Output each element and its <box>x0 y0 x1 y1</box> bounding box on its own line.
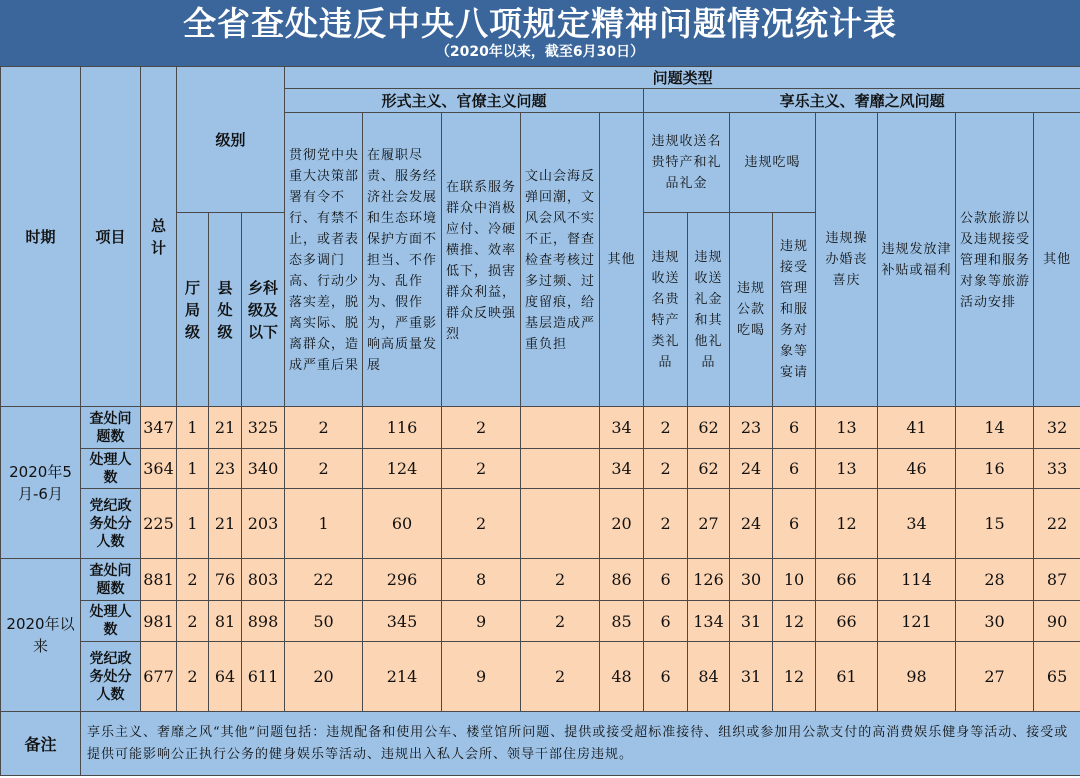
value-cell: 32 <box>1034 407 1080 449</box>
value-cell: 2 <box>521 559 600 601</box>
value-cell: 62 <box>688 449 730 489</box>
item-cell: 党纪政务处分人数 <box>81 489 141 559</box>
value-cell: 85 <box>600 601 644 642</box>
item-cell: 党纪政务处分人数 <box>81 642 141 712</box>
value-cell: 12 <box>816 489 878 559</box>
header-hedonism-col-2: 违规发放津补贴或福利 <box>878 113 956 407</box>
table-row <box>1 407 1080 449</box>
header-dining-col-1: 违规公款吃喝 <box>730 213 773 407</box>
value-cell: 296 <box>363 559 442 601</box>
value-cell: 30 <box>956 601 1034 642</box>
value-cell: 2 <box>644 407 688 449</box>
value-cell: 225 <box>141 489 177 559</box>
value-cell: 84 <box>688 642 730 712</box>
value-cell: 66 <box>816 601 878 642</box>
header-level-xiang: 乡科级及以下 <box>242 213 285 407</box>
value-cell: 2 <box>177 642 209 712</box>
header-level: 级别 <box>177 67 285 213</box>
value-cell: 87 <box>1034 559 1080 601</box>
value-cell: 2 <box>521 601 600 642</box>
value-cell: 13 <box>816 407 878 449</box>
value-cell: 46 <box>878 449 956 489</box>
value-cell: 27 <box>956 642 1034 712</box>
value-cell: 31 <box>730 642 773 712</box>
value-cell: 41 <box>878 407 956 449</box>
value-cell: 677 <box>141 642 177 712</box>
value-cell: 86 <box>600 559 644 601</box>
item-cell: 查处问题数 <box>81 407 141 449</box>
value-cell: 981 <box>141 601 177 642</box>
value-cell: 214 <box>363 642 442 712</box>
value-cell: 2 <box>285 407 363 449</box>
value-cell: 34 <box>600 449 644 489</box>
value-cell: 27 <box>688 489 730 559</box>
value-cell: 2 <box>442 407 521 449</box>
value-cell: 98 <box>878 642 956 712</box>
value-cell: 33 <box>1034 449 1080 489</box>
table-row <box>1 601 1080 642</box>
value-cell: 23 <box>209 449 242 489</box>
data-body <box>1 407 1080 712</box>
value-cell: 325 <box>242 407 285 449</box>
value-cell: 12 <box>773 642 816 712</box>
value-cell: 62 <box>688 407 730 449</box>
value-cell: 22 <box>1034 489 1080 559</box>
header-gift-col-2: 违规收送礼金和其他礼品 <box>688 213 730 407</box>
table-row <box>1 489 1080 559</box>
page-title: 全省查处违反中央八项规定精神问题情况统计表 <box>183 4 897 43</box>
value-cell: 340 <box>242 449 285 489</box>
value-cell: 34 <box>600 407 644 449</box>
value-cell: 12 <box>773 601 816 642</box>
value-cell: 6 <box>773 407 816 449</box>
value-cell: 2 <box>644 449 688 489</box>
value-cell: 15 <box>956 489 1034 559</box>
value-cell: 611 <box>242 642 285 712</box>
value-cell: 81 <box>209 601 242 642</box>
period-cell: 2020年以来 <box>1 559 81 712</box>
value-cell: 24 <box>730 489 773 559</box>
value-cell <box>521 489 600 559</box>
note-text: 享乐主义、奢靡之风“其他”问题包括：违规配备和使用公车、楼堂馆所问题、提供或接受超标准接待、组织或参加用公款支付的高消费娱乐健身等活动、接受或提供可能影响公正执行公务的健身娱乐等活动、违规出入私人会所、领导干部住房违规。 <box>81 712 1080 776</box>
period-cell: 2020年5月-6月 <box>1 407 81 559</box>
header-formalism-col-other: 其他 <box>600 113 644 407</box>
value-cell: 345 <box>363 601 442 642</box>
value-cell: 1 <box>177 489 209 559</box>
header-hedonism-col-3: 公款旅游以及违规接受管理和服务对象等旅游活动安排 <box>956 113 1034 407</box>
value-cell: 31 <box>730 601 773 642</box>
item-cell: 处理人数 <box>81 601 141 642</box>
header-formalism-col-2: 在履职尽责、服务经济社会发展和生态环境保护方面不担当、不作为、乱作为、假作为，严重影响高质量发展 <box>363 113 442 407</box>
value-cell: 116 <box>363 407 442 449</box>
value-cell: 114 <box>878 559 956 601</box>
title-bar <box>0 0 1080 66</box>
value-cell: 124 <box>363 449 442 489</box>
header-gift-group: 违规收送名贵特产和礼品礼金 <box>644 113 730 213</box>
value-cell: 1 <box>285 489 363 559</box>
value-cell: 13 <box>816 449 878 489</box>
value-cell: 6 <box>773 449 816 489</box>
value-cell: 9 <box>442 642 521 712</box>
table-row <box>1 559 1080 601</box>
value-cell: 16 <box>956 449 1034 489</box>
value-cell: 30 <box>730 559 773 601</box>
value-cell: 65 <box>1034 642 1080 712</box>
value-cell: 126 <box>688 559 730 601</box>
value-cell: 134 <box>688 601 730 642</box>
value-cell: 28 <box>956 559 1034 601</box>
value-cell: 6 <box>773 489 816 559</box>
value-cell: 203 <box>242 489 285 559</box>
header-formalism-col-4: 文山会海反弹回潮，文风会风不实不正，督查检查考核过多过频、过度留痕，给基层造成严重负担 <box>521 113 600 407</box>
value-cell: 347 <box>141 407 177 449</box>
header-item: 项目 <box>81 67 141 407</box>
value-cell: 2 <box>177 559 209 601</box>
value-cell: 898 <box>242 601 285 642</box>
header-level-xian: 县处级 <box>209 213 242 407</box>
value-cell: 22 <box>285 559 363 601</box>
note-label: 备注 <box>1 712 81 776</box>
value-cell: 50 <box>285 601 363 642</box>
value-cell: 2 <box>644 489 688 559</box>
value-cell: 20 <box>285 642 363 712</box>
value-cell: 60 <box>363 489 442 559</box>
value-cell: 10 <box>773 559 816 601</box>
value-cell: 66 <box>816 559 878 601</box>
value-cell: 121 <box>878 601 956 642</box>
header-gift-col-1: 违规收送名贵特产类礼品 <box>644 213 688 407</box>
value-cell: 90 <box>1034 601 1080 642</box>
header-hedonism-col-1: 违规操办婚丧喜庆 <box>816 113 878 407</box>
value-cell: 61 <box>816 642 878 712</box>
value-cell: 20 <box>600 489 644 559</box>
header-total: 总计 <box>141 67 177 407</box>
header-hedonism-group: 享乐主义、奢靡之风问题 <box>644 89 1080 113</box>
header-formalism-col-1: 贯彻党中央重大决策部署有令不行、有禁不止，或者表态多调门高、行动少落实差，脱离实际、脱离群众，造成严重后果 <box>285 113 363 407</box>
item-cell: 处理人数 <box>81 449 141 489</box>
value-cell: 48 <box>600 642 644 712</box>
value-cell <box>521 449 600 489</box>
value-cell: 21 <box>209 489 242 559</box>
value-cell: 364 <box>141 449 177 489</box>
header-formalism-col-3: 在联系服务群众中消极应付、冷硬横推、效率低下，损害群众利益，群众反映强烈 <box>442 113 521 407</box>
value-cell: 6 <box>644 559 688 601</box>
header-problem-type: 问题类型 <box>285 67 1080 89</box>
header-formalism-group: 形式主义、官僚主义问题 <box>285 89 644 113</box>
value-cell: 2 <box>521 642 600 712</box>
value-cell: 803 <box>242 559 285 601</box>
header-dining-col-2: 违规接受管理和服务对象等宴请 <box>773 213 816 407</box>
header-hedonism-col-other: 其他 <box>1034 113 1080 407</box>
value-cell: 6 <box>644 601 688 642</box>
table-row <box>1 449 1080 489</box>
value-cell: 14 <box>956 407 1034 449</box>
value-cell <box>521 407 600 449</box>
value-cell: 76 <box>209 559 242 601</box>
value-cell: 23 <box>730 407 773 449</box>
page-subtitle: （2020年以来，截至6月30日） <box>435 44 645 60</box>
value-cell: 1 <box>177 407 209 449</box>
value-cell: 21 <box>209 407 242 449</box>
value-cell: 2 <box>442 449 521 489</box>
value-cell: 9 <box>442 601 521 642</box>
header-period: 时期 <box>1 67 81 407</box>
table-row <box>1 642 1080 712</box>
value-cell: 64 <box>209 642 242 712</box>
header-dining-group: 违规吃喝 <box>730 113 816 213</box>
value-cell: 2 <box>177 601 209 642</box>
value-cell: 8 <box>442 559 521 601</box>
value-cell: 1 <box>177 449 209 489</box>
value-cell: 24 <box>730 449 773 489</box>
header-level-ting: 厅局级 <box>177 213 209 407</box>
value-cell: 2 <box>285 449 363 489</box>
value-cell: 6 <box>644 642 688 712</box>
value-cell: 34 <box>878 489 956 559</box>
statistics-table <box>0 66 1080 776</box>
value-cell: 2 <box>442 489 521 559</box>
item-cell: 查处问题数 <box>81 559 141 601</box>
value-cell: 881 <box>141 559 177 601</box>
